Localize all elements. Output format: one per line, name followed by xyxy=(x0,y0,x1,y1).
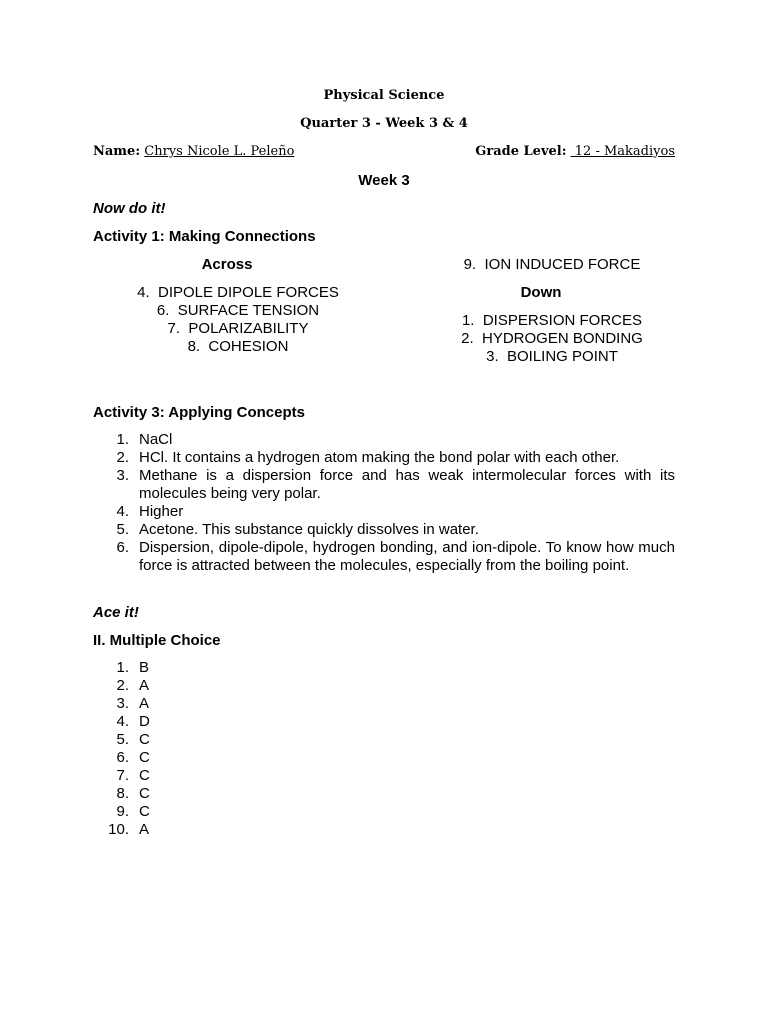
answer-item: 1. B xyxy=(116,659,150,676)
document-quarter: Quarter 3 - Week 3 & 4 xyxy=(300,116,468,131)
down-item: 1. DISPERSION FORCES xyxy=(461,312,643,329)
answer-item: 9. C xyxy=(116,803,150,820)
activity3-title: Activity 3: Applying Concepts xyxy=(93,404,305,421)
list-item: 5. Acetone. This substance quickly dissolves in water. xyxy=(116,521,479,538)
grade-value: 12 - Makadiyos xyxy=(570,144,675,159)
grade-label: Grade Level: xyxy=(475,144,567,159)
list-item: 2. HCl. It contains a hydrogen atom making the bond polar with each other. xyxy=(116,449,620,466)
across-item: 4. DIPOLE DIPOLE FORCES xyxy=(137,284,339,301)
activity3-list xyxy=(93,431,675,575)
list-item: 6. Dispersion, dipole-dipole, hydrogen bonding, and ion-dipole. To know how much force is attracted between the molecules, especially from the boiling point. xyxy=(116,539,675,574)
grade-line xyxy=(475,144,675,159)
list-item: 4. Higher xyxy=(116,503,184,520)
across-item: 6. SURFACE TENSION xyxy=(156,302,320,319)
multiple-choice-title: II. Multiple Choice xyxy=(93,632,221,649)
activity1-title: Activity 1: Making Connections xyxy=(93,228,316,245)
across-item: 8. COHESION xyxy=(187,338,289,355)
across-item: 9. ION INDUCED FORCE xyxy=(463,256,641,273)
answer-item: 10. A xyxy=(108,821,150,838)
across-title: Across xyxy=(201,256,253,273)
list-item: 3. Methane is a dispersion force and has weak intermolecular forces with its molecules being very polar. xyxy=(116,467,675,502)
down-item: 3. BOILING POINT xyxy=(486,348,618,365)
answer-item: 2. A xyxy=(116,677,150,694)
answer-item: 6. C xyxy=(116,749,150,766)
across-item: 7. POLARIZABILITY xyxy=(167,320,309,337)
ace-it-heading: Ace it! xyxy=(93,604,139,621)
answer-item: 5. C xyxy=(116,731,150,748)
answer-item: 7. C xyxy=(116,767,150,784)
answer-item: 8. C xyxy=(116,785,150,802)
name-value: Chrys Nicole L. Peleño xyxy=(144,144,295,159)
list-item: 1. NaCl xyxy=(116,431,173,448)
down-item: 2. HYDROGEN BONDING xyxy=(461,330,643,347)
answer-item: 4. D xyxy=(116,713,150,730)
answer-item: 3. A xyxy=(116,695,150,712)
name-label: Name: xyxy=(93,144,141,159)
now-do-it-heading: Now do it! xyxy=(93,200,166,217)
name-line xyxy=(93,144,294,159)
down-title: Down xyxy=(520,284,562,301)
document-subject: Physical Science xyxy=(323,88,445,103)
multiple-choice-list xyxy=(93,659,675,839)
week-title: Week 3 xyxy=(358,172,410,189)
